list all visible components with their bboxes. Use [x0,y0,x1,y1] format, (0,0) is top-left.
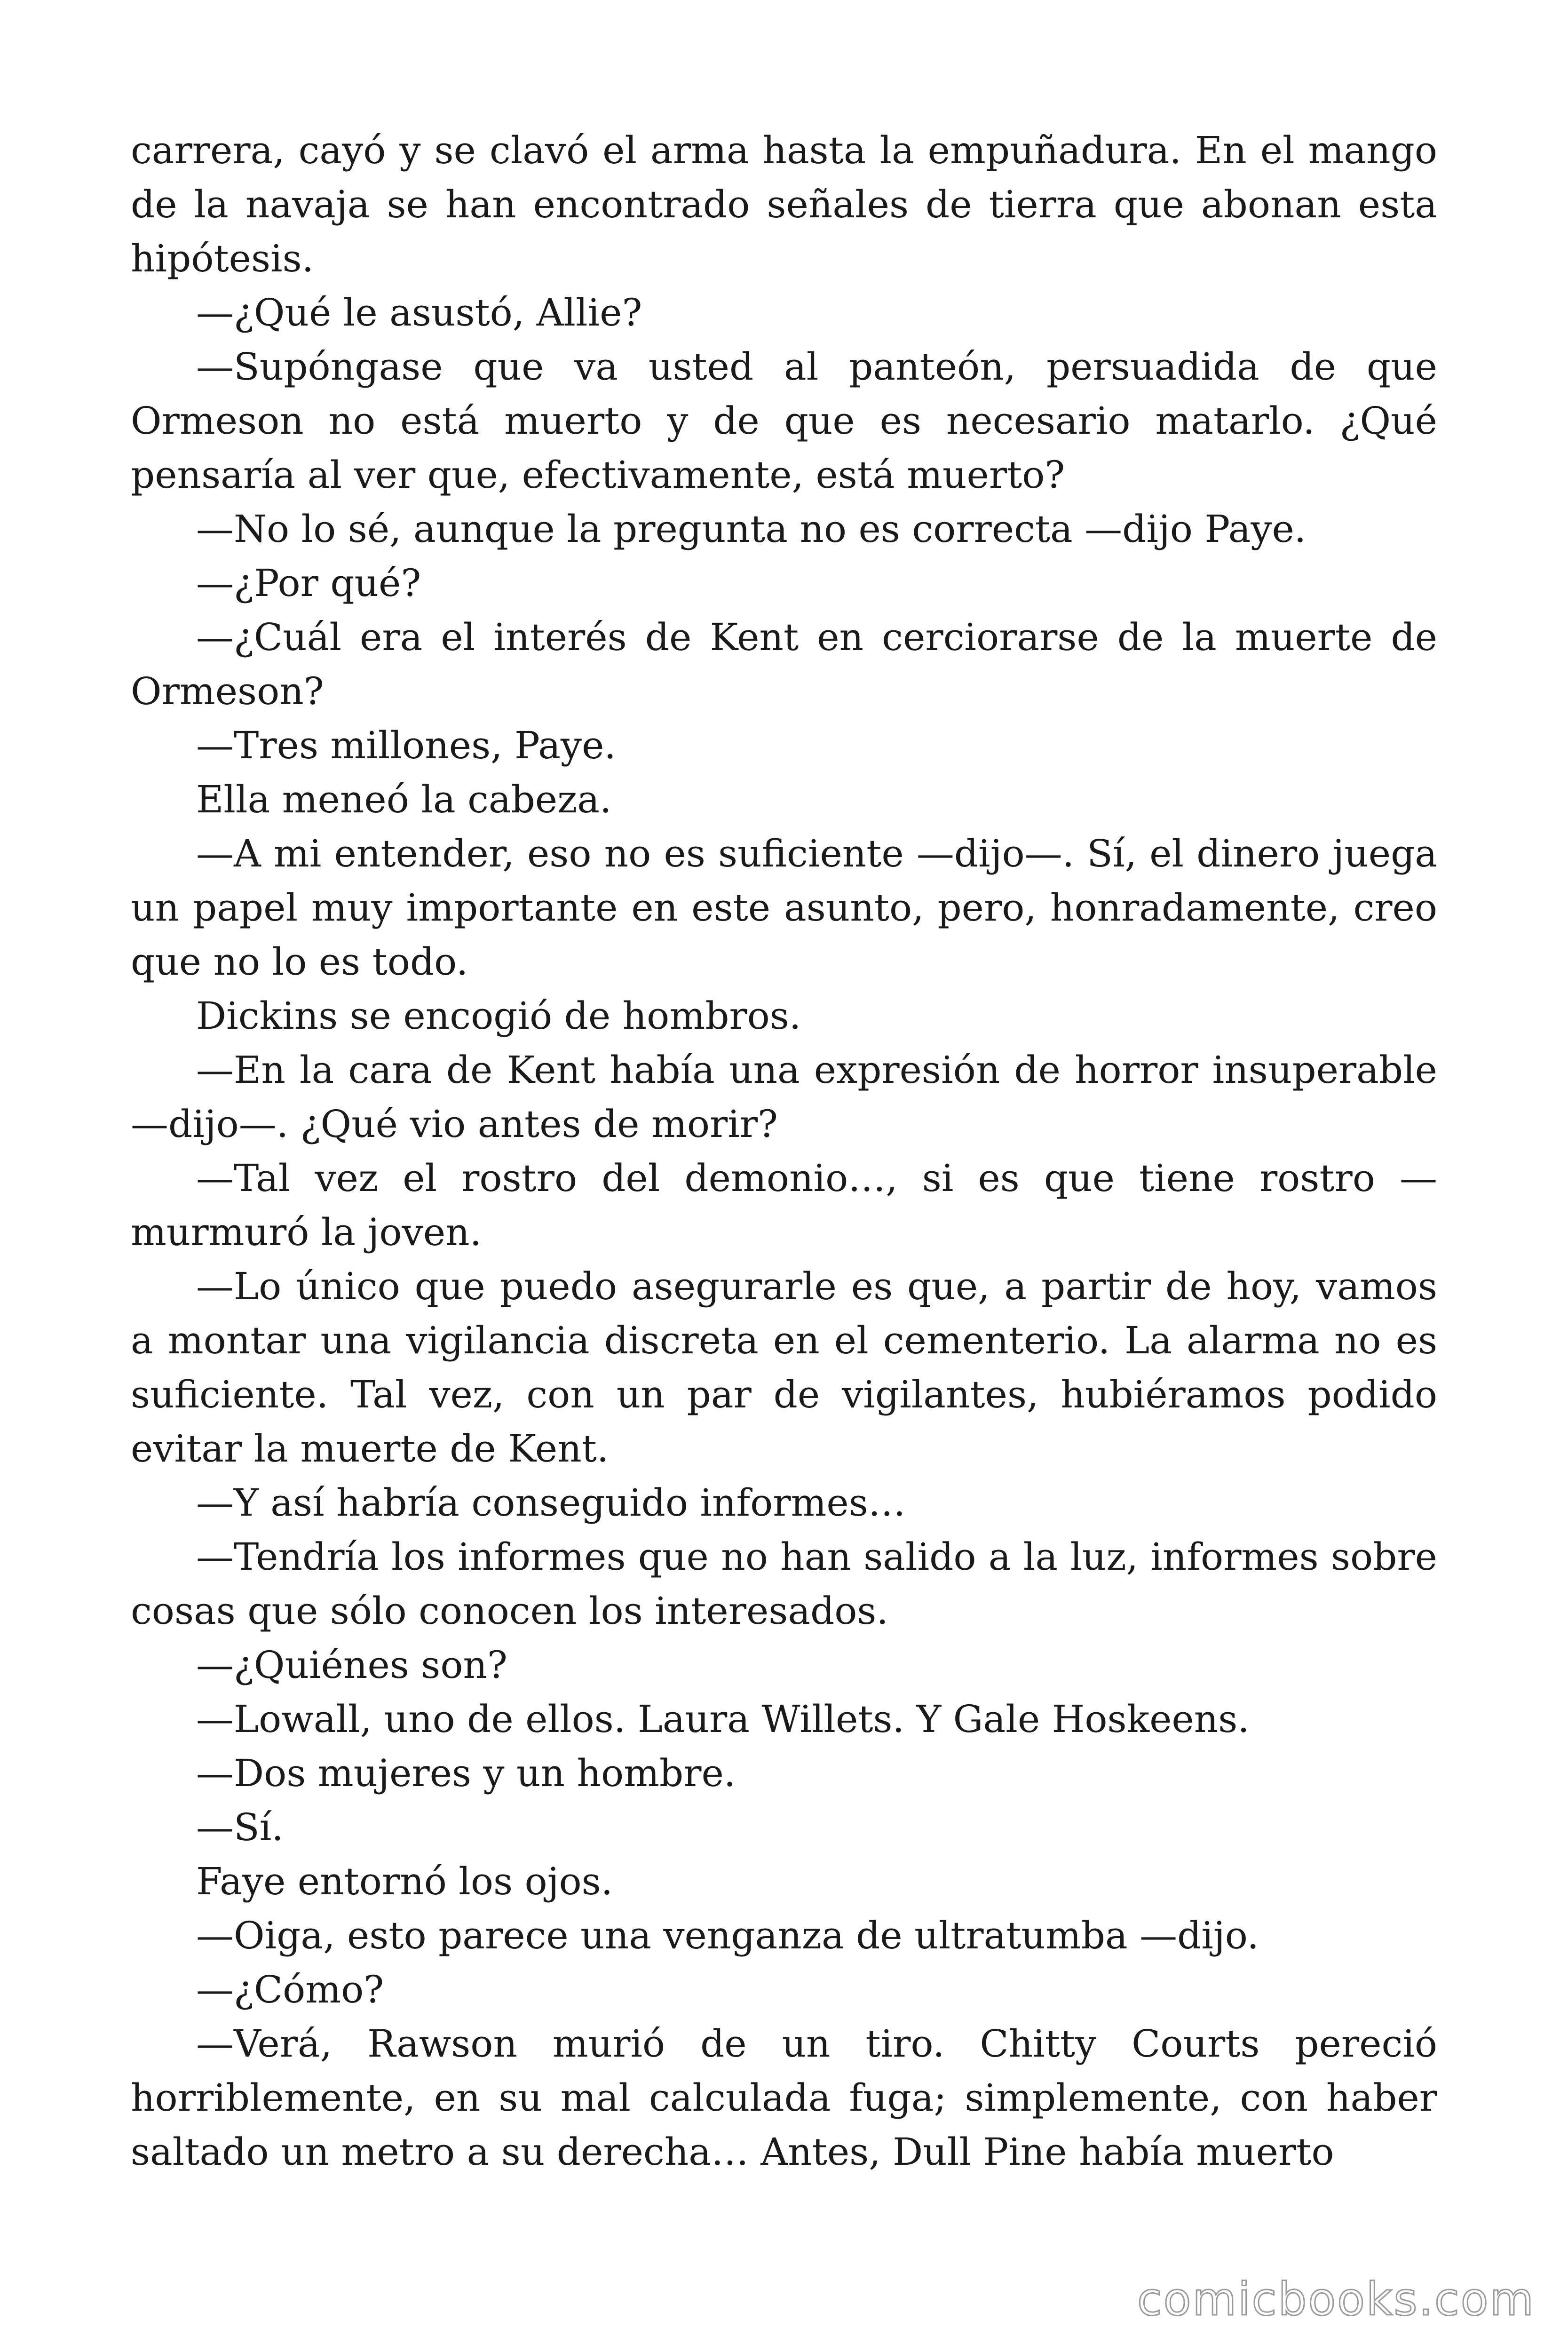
paragraph: —Y así habría conseguido informes… [196,1481,906,1525]
paragraph: —Supóngase que va usted al panteón, persuadida de que Ormeson no está muerto y de que es necesario matarlo. ¿Qué pensaría al ver que, efectivamente, está muerto? [131,345,1437,497]
paragraph: —¿Cuál era el interés de Kent en cerciorarse de la muerte de Ormeson? [131,615,1437,713]
paragraph: —Tendría los informes que no han salido a la luz, informes sobre cosas que sólo conocen los interesados. [131,1535,1437,1633]
paragraph: —¿Por qué? [196,561,421,605]
paragraph: —Tres millones, Paye. [196,723,616,767]
watermark-logo: comicbooks.com [1137,2273,1535,2326]
paragraph: —¿Qué le asustó, Allie? [196,291,642,334]
paragraph: —Dos mujeres y un hombre. [196,1751,736,1795]
paragraph: —¿Cómo? [196,1968,384,2011]
paragraph: —Verá, Rawson murió de un tiro. Chitty Courts pereció horriblemente, en su mal calculada fuga; simplemente, con haber saltado un metro a su derecha… Antes, Dull Pine había muerto [131,2022,1437,2174]
paragraph: —No lo sé, aunque la pregunta no es correcta —dijo Paye. [196,507,1307,551]
paragraph: —Sí. [196,1805,284,1849]
paragraph: —En la cara de Kent había una expresión de horror insuperable —dijo—. ¿Qué vio antes de morir? [131,1048,1437,1146]
paragraph: —Tal vez el rostro del demonio…, si es que tiene rostro —murmuró la joven. [131,1156,1437,1254]
paragraph: Faye entornó los ojos. [196,1859,613,1903]
paragraph: carrera, cayó y se clavó el arma hasta la empuñadura. En el mango de la navaja se han encontrado señales de tierra que abonan esta hipótesis. [131,128,1437,280]
paragraph: —¿Quiénes son? [196,1643,507,1687]
paragraph: Dickins se encogió de hombros. [196,994,801,1038]
paragraph: —A mi entender, eso no es suficiente —dijo—. Sí, el dinero juega un papel muy importante en este asunto, pero, honradamente, creo que no lo es todo. [131,832,1437,984]
paragraph: —Lowall, uno de ellos. Laura Willets. Y Gale Hoskeens. [196,1697,1250,1741]
paragraph: Ella meneó la cabeza. [196,778,612,821]
paragraph: —Oiga, esto parece una venganza de ultratumba —dijo. [196,1914,1259,1957]
paragraph: —Lo único que puedo asegurarle es que, a partir de hoy, vamos a montar una vigilancia discreta en el cementerio. La alarma no es suficiente. Tal vez, con un par de vigilantes, hubiéramos podido evitar la muerte de Kent. [131,1264,1437,1470]
book-page-text [131,123,1437,2179]
